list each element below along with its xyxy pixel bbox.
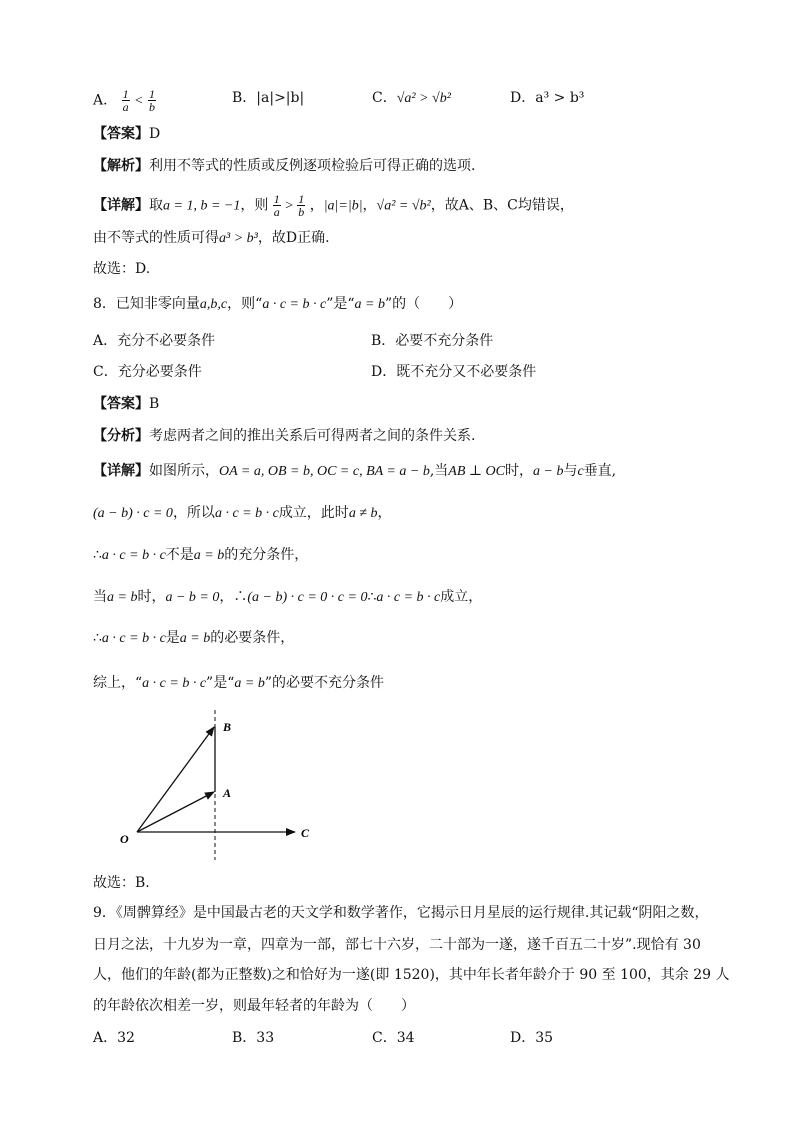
- q7-option-c: C．√a² > √b²: [372, 90, 451, 106]
- q8-conclusion: 故选：B.: [93, 875, 150, 891]
- q9-option-c: C．34: [372, 1030, 415, 1046]
- vector-oa: [137, 792, 214, 832]
- q7-detail-line-2: 由不等式的性质可得a³ > b³，故D正确.: [93, 230, 330, 246]
- label-c: C: [301, 826, 310, 840]
- label-o: O: [120, 832, 129, 846]
- q8-detail-line-2: (a − b) · c = 0，所以a · c = b · c成立，此时a ≠ b，: [93, 505, 392, 521]
- q9-stem-line-4: 的年龄依次相差一岁，则最年轻者的年龄为（ ）: [93, 998, 415, 1014]
- q8-detail-line-5: ∴a · c = b · c是a = b的必要条件，: [93, 630, 295, 646]
- vector-figure: [110, 705, 330, 865]
- q7-detail-line-1: 【详解】取a = 1, b = −1，则 $\frac{1}{a}$ > $\frac{1}{b}$ ，|a|=|b|，√a² = √b²，故A、B、C均错误，: [93, 192, 574, 219]
- q8-answer: 【答案】B: [93, 396, 160, 412]
- q8-option-b: B．必要不充分条件: [371, 333, 494, 349]
- vector-ob: [137, 727, 214, 832]
- q8-detail-line-1: 【详解】如图所示，OA = a, OB = b, OC = c, BA = a − b,当AB ⊥ OC时，a − b与c垂直,: [93, 463, 617, 479]
- q8-analysis: 【分析】考虑两者之间的推出关系后可得两者之间的条件关系.: [93, 428, 476, 444]
- q9-stem-line-1: 9．《周髀算经》是中国最古老的天文学和数学著作，它揭示日月星辰的运行规律.其记载“阴阳之数，: [93, 905, 709, 921]
- q9-stem-line-2: 日月之法，十九岁为一章，四章为一部，部七十六岁，二十部为一遂，遂千百五二十岁”.现恰有 30: [93, 937, 701, 953]
- fraction-1-over-a: $\frac{1}{a}$: [122, 87, 129, 114]
- fraction-1-over-b: $\frac{1}{b}$: [148, 87, 155, 114]
- q9-option-b: B．33: [232, 1030, 275, 1046]
- q8-detail-line-4: 当a = b时，a − b = 0，∴(a − b) · c = 0 · c = 0∴a · c = b · c成立，: [93, 589, 483, 605]
- q7-option-b: B．|a|>|b|: [232, 90, 305, 106]
- q9-stem-line-3: 人，他们的年龄(都为正整数)之和恰好为一遂(即 1520)，其中年长者年龄介于 90 至 100，其余 29 人: [93, 967, 730, 983]
- q7-option-a: A． $\frac{1}{a}$ < $\frac{1}{b}$: [93, 87, 155, 114]
- q8-stem: 8．已知非零向量a,b,c，则“a · c = b · c”是“a = b”的（ ）: [93, 296, 463, 312]
- q9-option-d: D．35: [510, 1030, 554, 1046]
- q8-option-d: D．既不充分又不必要条件: [371, 364, 537, 380]
- q7-option-d: D．a³ > b³: [510, 90, 585, 106]
- q8-option-a: A．充分不必要条件: [93, 333, 216, 349]
- label-b: B: [223, 720, 232, 734]
- label-a: A: [223, 786, 232, 800]
- q8-option-c: C．充分必要条件: [93, 364, 202, 380]
- q9-option-a: A．32: [93, 1030, 135, 1046]
- q8-detail-line-6: 综上，“a · c = b · c”是“a = b”的必要不充分条件: [93, 675, 384, 691]
- q7-analysis: 【解析】利用不等式的性质或反例逐项检验后可得正确的选项.: [93, 158, 476, 174]
- q8-detail-line-3: ∴a · c = b · c不是a = b的充分条件，: [93, 547, 309, 563]
- q7-conclusion: 故选：D.: [93, 261, 151, 277]
- q7-answer: 【答案】D: [93, 126, 161, 142]
